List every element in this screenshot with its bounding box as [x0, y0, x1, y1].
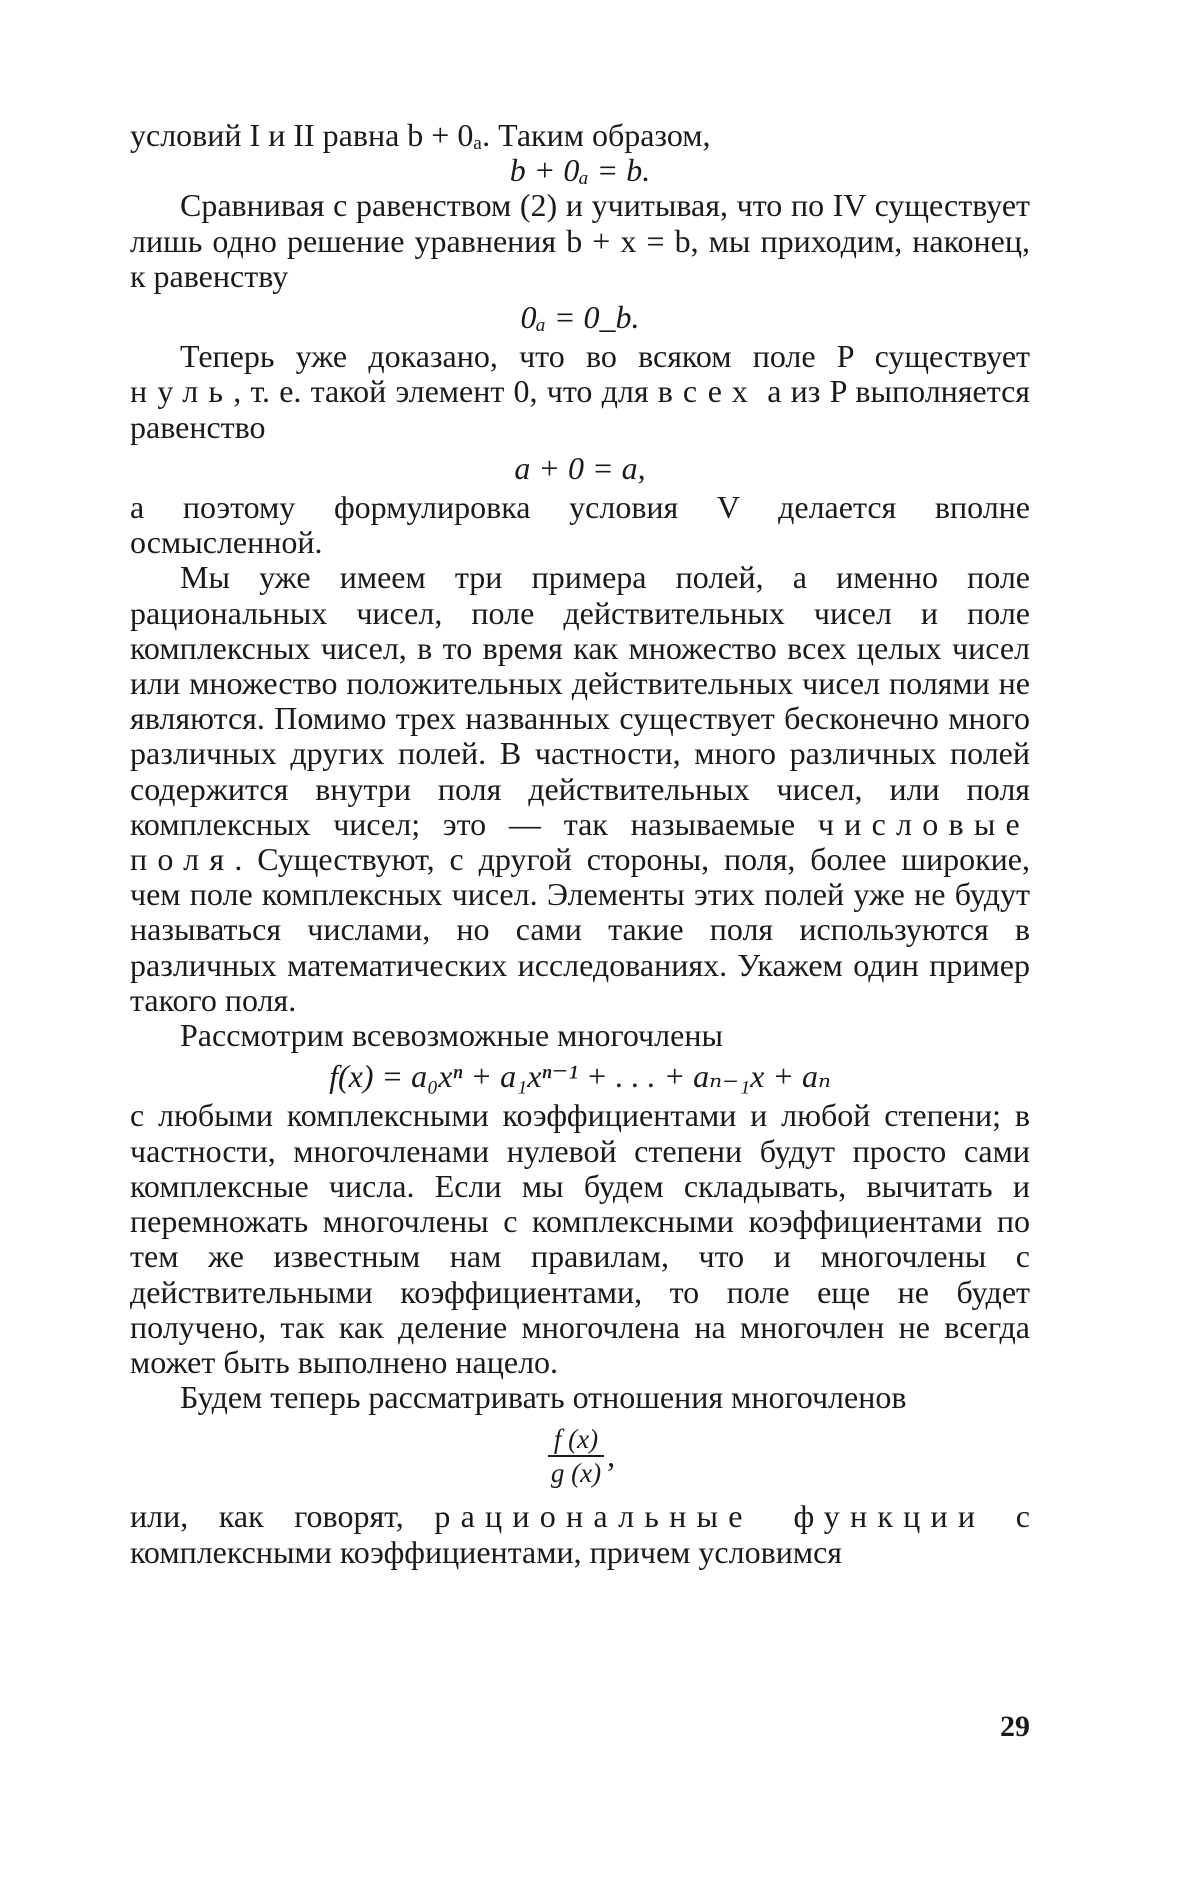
fraction: [545, 1423, 607, 1489]
text-segment: , т. е. такой элемент 0, что для: [233, 373, 658, 410]
formula-a-plus-zero: a + 0 = a,: [514, 449, 646, 486]
paragraph-complex-coefficients: с любыми комплексными коэффициентами и любой степени; в частности, многочленами нулевой степени будут просто сами комплексные числа. Если мы будем складывать, вычитать и перемножать многочлены с комплексными коэффициентами по тем же известным нам правилам, что и многочлены с действительными коэффициентами, то поле еще не будет получено, так как деление многочлена на многочлен не всегда может быть выполнено нацело.: [130, 1097, 1030, 1380]
formula-zero-equality: 0ₐ = 0_b.: [520, 299, 640, 336]
text-segment: . Существуют, с другой стороны, поля, более широкие, чем поле комплексных чисел. Элементы этих полей уже не будут называться числами, но сами такие поля используются в различных математических исследованиях. Укажем один пример такого поля.: [130, 841, 1030, 1018]
text-segment: с комплексными коэффициентами, причем условимся: [130, 1498, 1031, 1570]
paragraph-intro: условий I и II равна b + 0ₐ. Таким образом,: [130, 117, 711, 153]
emphasis-all: всех: [657, 373, 759, 410]
page-body: [130, 118, 1030, 1570]
text-segment: или, как говорят,: [130, 1498, 435, 1535]
page-number: 29: [1000, 1710, 1030, 1743]
formula-b-plus-zero: b + 0ₐ = b.: [509, 152, 651, 189]
emphasis-number-fields: числовые поля: [130, 805, 1030, 878]
text-segment: Теперь уже доказано, что во всяком поле P существует: [180, 338, 1030, 375]
emphasis-zero: нуль: [130, 373, 234, 410]
fraction-comma: ,: [607, 1437, 616, 1474]
text-segment: Мы уже имеем три примера полей, а именно поле рациональных чисел, поле действительных чисел и поле комплексных чисел, в то время как множество всех целых чисел или множество положительных действительных чисел полями не являются. Помимо трех названных существует бесконечно много различных других полей. В частности, много различных полей содержится внутри поля действительных чисел, или поля комплексных чисел; это — так называемые: [130, 559, 1030, 842]
fraction-numerator: f (x): [548, 1423, 604, 1457]
paragraph-condition-v: а поэтому формулировка условия V делается вполне осмысленной.: [130, 489, 1030, 561]
paragraph-rational-functions: [130, 1499, 1030, 1569]
paragraph-comparison: Сравнивая с равенством (2) и учитывая, что по IV существует лишь одно решение уравнения b + x = b, мы приходим, наконец, к равенству: [130, 187, 1030, 294]
paragraph-zero-exists: [130, 339, 1030, 445]
text-segment: a из P выполняется равенство: [130, 373, 1031, 445]
paragraph-polynomials: Рассмотрим всевозможные многочлены: [180, 1017, 723, 1054]
fraction-denominator: g (x): [550, 1458, 602, 1489]
paragraph-ratios: Будем теперь рассматривать отношения многочленов: [180, 1379, 907, 1416]
paragraph-field-examples: [130, 560, 1030, 1018]
formula-rational-function: [130, 1423, 1030, 1489]
formula-polynomial: f(x) = a₀xⁿ + a₁xⁿ⁻¹ + . . . + aₙ₋₁x + aₙ: [329, 1058, 831, 1095]
emphasis-rational-functions: рациональные функции: [434, 1498, 986, 1535]
